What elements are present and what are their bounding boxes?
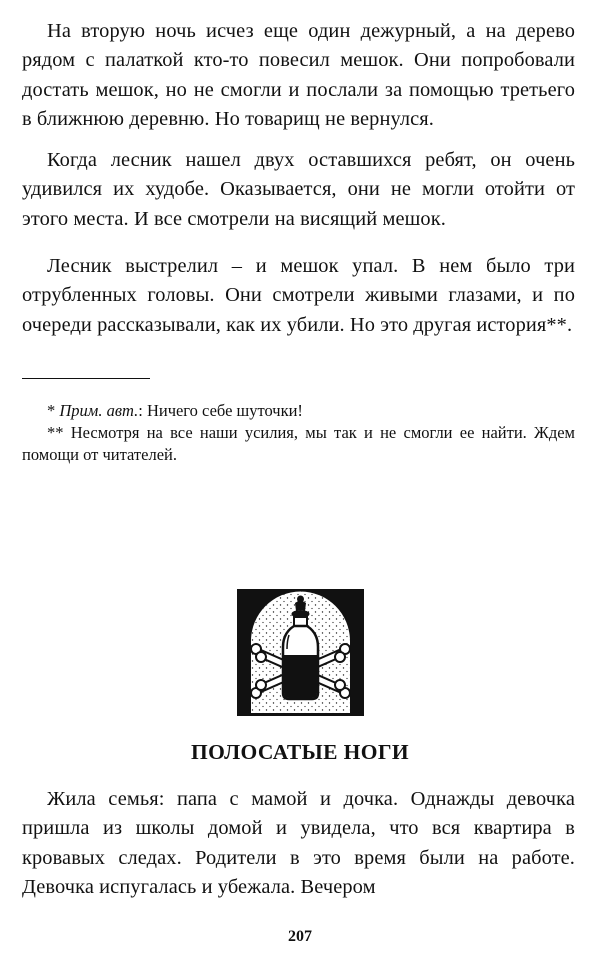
footnote-1-marker: * [47,401,60,420]
page-number: 207 [288,928,312,945]
story-paragraph [22,785,575,902]
footnote-2: ** Несмотря на все наши усилия, мы так и не смогли ее найти. Ждем помощи от читателей. [22,423,575,464]
paragraph-text: Лесник выстрелил – и мешок упал. В нем было три отрубленных головы. Они смотрели живыми глазами, и по очереди рассказывали, как их убили. Но это другая история**. [22,255,575,336]
story-paragraph-text: Жила семья: папа с мамой и дочка. Однажды девочка пришла из школы домой и увидела, что вся квартира в кровавых следах. Родители в это время были на работе. Девочка испугалась и убежала. Вечером [22,788,575,898]
footnote-divider [22,378,150,379]
footnote-1-abbrev: Прим. авт. [59,401,139,420]
paragraph [22,146,575,234]
paragraph [22,17,575,134]
paragraph-text: На вторую ночь исчез еще один дежурный, а на дерево рядом с палаткой кто-то повесил мешок. Они попробовали достать мешок, но не смогли и послали за помощью третьего в ближнюю деревню. Но товарищ не вернулся. [22,20,575,130]
story-title: ПОЛОСАТЫЕ НОГИ [190,740,410,764]
paragraph [22,252,575,340]
footnote-1 [22,400,575,422]
poison-bottle-skull-crossbones-icon [237,589,364,716]
footnote-1-text: : Ничего себе шуточки! [138,401,303,420]
footnotes [22,400,575,466]
paragraph-text: Когда лесник нашел двух оставшихся ребят, он очень удивился их худобе. Оказывается, они не могли отойти от этого места. И все смотрели на висящий мешок. [22,149,575,230]
